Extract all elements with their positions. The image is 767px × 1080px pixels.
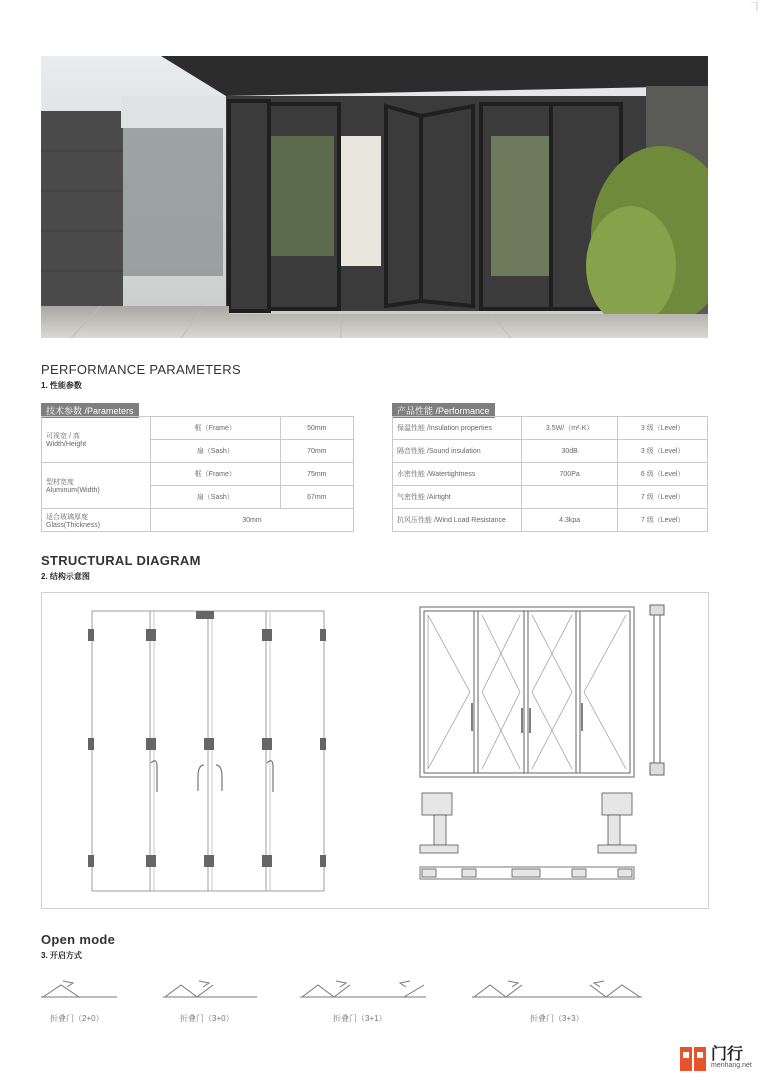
table-cell: 可视宽 / 高 Width/Height <box>42 417 151 463</box>
open-mode-3-0-diagram <box>163 975 263 1003</box>
table-cell: 气密性能 /Airtight <box>393 486 522 509</box>
logo-mark-icon <box>678 1043 708 1073</box>
table-row <box>393 417 708 440</box>
performance-title: PERFORMANCE PARAMETERS <box>41 362 241 377</box>
open-mode-label: 折叠门（3+3） <box>530 1014 584 1023</box>
structural-diagram <box>41 592 709 909</box>
logo-url: menhang.net <box>711 1062 752 1069</box>
table-cell: 保温性能 /Insulation properties <box>393 417 522 440</box>
table-cell: 框（Frame） <box>151 463 281 486</box>
table-cell: 7 级（Level） <box>618 486 708 509</box>
open-mode-label: 折叠门（3+0） <box>180 1014 234 1023</box>
performance-subtitle: 1. 性能参数 <box>41 381 82 390</box>
table-cell: 扇（Sash） <box>151 440 281 463</box>
table-cell: 50mm <box>280 417 353 440</box>
table-row <box>42 417 354 440</box>
performance-header: 产品性能 /Performance <box>392 403 495 418</box>
open-mode-3-3-diagram <box>472 975 644 1003</box>
table-cell: 抗风压性能 /Wind Load Resistance <box>393 509 522 532</box>
table-row <box>393 440 708 463</box>
table-cell: 70mm <box>280 440 353 463</box>
table-cell: 型材宽度 Aluminum(Width) <box>42 463 151 509</box>
table-row <box>393 463 708 486</box>
table-row <box>42 463 354 486</box>
open-mode-title: Open mode <box>41 932 116 947</box>
table-cell: 67mm <box>280 486 353 509</box>
table-row <box>42 509 354 532</box>
open-mode-label: 折叠门（3+1） <box>333 1014 387 1023</box>
open-mode-3-1-diagram <box>300 975 430 1003</box>
structural-title: STRUCTURAL DIAGRAM <box>41 553 201 568</box>
parameters-table <box>41 416 354 532</box>
logo-text: 门行 <box>711 1046 744 1063</box>
open-mode-2-0-diagram <box>41 975 121 1003</box>
table-cell: 适合玻璃厚度 Glass(Thickness) <box>42 509 151 532</box>
table-row <box>393 509 708 532</box>
menhang-logo <box>678 1041 760 1075</box>
parameters-header: 技术参数 /Parameters <box>41 403 139 418</box>
table-cell: 隔音性能 /Sound insulation <box>393 440 522 463</box>
table-cell: 4.3kpa <box>522 509 618 532</box>
open-mode-label: 折叠门（2+0） <box>50 1014 104 1023</box>
table-cell <box>522 486 618 509</box>
table-cell: 75mm <box>280 463 353 486</box>
table-cell: 框（Frame） <box>151 417 281 440</box>
table-cell: 3 级（Level） <box>618 440 708 463</box>
table-cell: 6 级（Level） <box>618 463 708 486</box>
table-row <box>393 486 708 509</box>
table-cell: 7 级（Level） <box>618 509 708 532</box>
table-cell: 30dB <box>522 440 618 463</box>
table-cell: 30mm <box>151 509 354 532</box>
table-cell: 700Pa <box>522 463 618 486</box>
open-mode-subtitle: 3. 开启方式 <box>41 951 82 960</box>
table-cell: 扇（Sash） <box>151 486 281 509</box>
structural-subtitle: 2. 结构示意图 <box>41 572 90 581</box>
crop-mark <box>751 2 761 12</box>
table-cell: 3 级（Level） <box>618 417 708 440</box>
folding-door-photo <box>41 56 708 338</box>
table-cell: 3.5W/（m²·K） <box>522 417 618 440</box>
table-cell: 水密性能 /Watertightness <box>393 463 522 486</box>
performance-table <box>392 416 708 532</box>
